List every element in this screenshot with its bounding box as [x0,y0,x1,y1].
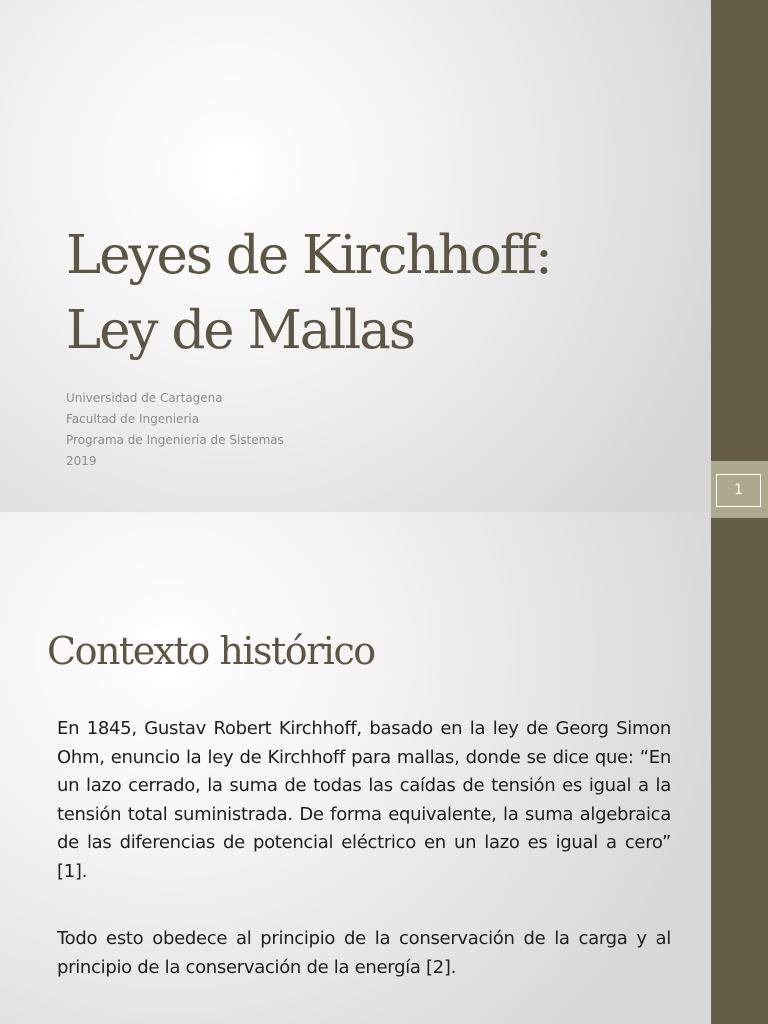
subtitle-block [66,388,284,472]
subtitle-faculty: Facultad de Ingenieria [66,412,200,426]
slide-title-heading [66,218,696,368]
page-number: 1 [716,474,761,507]
paragraph-kirchhoff-history: En 1845, Gustav Robert Kirchhoff, basado en la ley de Georg Simon Ohm, enuncio la ley de Kirchhoff para mallas, donde se dice que: “En un lazo cerrado, la suma de todas las caídas de tensión es igual a la tensión total suministrada. De forma equivalente, la suma algebraica de las diferencias de potencial eléctrico en un lazo es igual a cero” [1]. [57,718,671,882]
title-line-1: Leyes de Kirchhoff: [66,225,551,286]
subtitle-program: Programa de Ingenieria de Sistemas [66,433,284,447]
subtitle-university: Universidad de Cartagena [66,391,223,405]
slide-title [0,0,711,512]
section-heading: Contexto histórico [47,629,375,673]
title-line-2: Ley de Mallas [66,300,415,361]
subtitle-year: 2019 [66,454,97,468]
paragraph-conservation: Todo esto obedece al principio de la conservación de la carga y al principio de la conservación de la energía [2]. [57,928,671,978]
